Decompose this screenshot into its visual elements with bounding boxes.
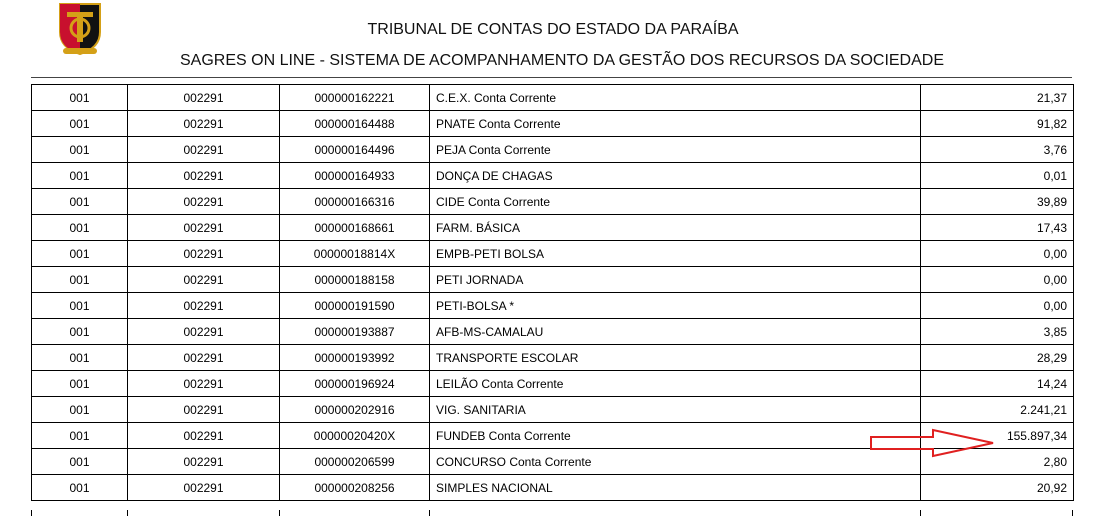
cell-banco: 001 <box>32 371 128 397</box>
table-row <box>32 267 1074 293</box>
cell-descricao: CONCURSO Conta Corrente <box>430 449 921 475</box>
cell-valor: 2.241,21 <box>921 397 1074 423</box>
cell-conta: 000000193992 <box>280 345 430 371</box>
cell-descricao: PETI-BOLSA * <box>430 293 921 319</box>
cell-descricao: DONÇA DE CHAGAS <box>430 163 921 189</box>
cell-agencia: 002291 <box>128 241 280 267</box>
cell-banco: 001 <box>32 293 128 319</box>
cell-conta: 000000164488 <box>280 111 430 137</box>
red-outline-arrow-right-icon <box>869 428 995 458</box>
table-row <box>32 397 1074 423</box>
tce-shield-logo-icon <box>57 2 103 56</box>
cell-descricao: PNATE Conta Corrente <box>430 111 921 137</box>
cell-valor: 91,82 <box>921 111 1074 137</box>
table-row <box>32 111 1074 137</box>
header-divider <box>31 77 1072 78</box>
cell-descricao: SIMPLES NACIONAL <box>430 475 921 501</box>
table-row <box>32 163 1074 189</box>
cell-banco: 001 <box>32 111 128 137</box>
cell-descricao: CIDE Conta Corrente <box>430 189 921 215</box>
cell-valor: 28,29 <box>921 345 1074 371</box>
cell-conta: 000000166316 <box>280 189 430 215</box>
cell-banco: 001 <box>32 397 128 423</box>
cell-conta: 000000188158 <box>280 267 430 293</box>
cell-agencia: 002291 <box>128 319 280 345</box>
cell-descricao: FARM. BÁSICA <box>430 215 921 241</box>
cell-agencia: 002291 <box>128 85 280 111</box>
cell-conta: 000000193887 <box>280 319 430 345</box>
page-title: TRIBUNAL DE CONTAS DO ESTADO DA PARAÍBA <box>367 21 739 38</box>
cell-valor: 0,00 <box>921 293 1074 319</box>
cell-descricao: PETI JORNADA <box>430 267 921 293</box>
cell-valor: 39,89 <box>921 189 1074 215</box>
cell-valor: 155.897,34 <box>921 423 1074 449</box>
table-row <box>32 319 1074 345</box>
cell-conta: 000000206599 <box>280 449 430 475</box>
table-row <box>32 475 1074 501</box>
cell-descricao: EMPB-PETI BOLSA <box>430 241 921 267</box>
cell-agencia: 002291 <box>128 345 280 371</box>
tce-logo <box>57 2 103 56</box>
cell-banco: 001 <box>32 267 128 293</box>
cell-valor: 0,00 <box>921 241 1074 267</box>
cell-agencia: 002291 <box>128 423 280 449</box>
cell-descricao: TRANSPORTE ESCOLAR <box>430 345 921 371</box>
cell-banco: 001 <box>32 137 128 163</box>
cell-banco: 001 <box>32 85 128 111</box>
cell-agencia: 002291 <box>128 371 280 397</box>
cell-conta: 000000202916 <box>280 397 430 423</box>
cell-valor: 3,76 <box>921 137 1074 163</box>
cell-conta: 000000208256 <box>280 475 430 501</box>
cell-descricao: FUNDEB Conta Corrente <box>430 423 921 449</box>
cell-valor: 21,37 <box>921 85 1074 111</box>
cell-agencia: 002291 <box>128 293 280 319</box>
cell-valor: 17,43 <box>921 215 1074 241</box>
cell-descricao: VIG. SANITARIA <box>430 397 921 423</box>
page-subtitle: SAGRES ON LINE - SISTEMA DE ACOMPANHAMENTO DA GESTÃO DOS RECURSOS DA SOCIEDADE <box>180 52 945 69</box>
cell-agencia: 002291 <box>128 475 280 501</box>
cell-conta: 000000164496 <box>280 137 430 163</box>
cell-descricao: C.E.X. Conta Corrente <box>430 85 921 111</box>
cell-valor: 14,24 <box>921 371 1074 397</box>
cell-agencia: 002291 <box>128 189 280 215</box>
table-continuation <box>31 510 1073 516</box>
cell-valor: 2,80 <box>921 449 1074 475</box>
cell-banco: 001 <box>32 189 128 215</box>
cell-conta: 000000191590 <box>280 293 430 319</box>
table-row <box>32 241 1074 267</box>
cell-conta: 00000020420X <box>280 423 430 449</box>
cell-agencia: 002291 <box>128 163 280 189</box>
cell-agencia: 002291 <box>128 215 280 241</box>
cell-agencia: 002291 <box>128 137 280 163</box>
cell-banco: 001 <box>32 449 128 475</box>
cell-descricao: LEILÃO Conta Corrente <box>430 371 921 397</box>
cell-agencia: 002291 <box>128 449 280 475</box>
cell-conta: 000000162221 <box>280 85 430 111</box>
cell-banco: 001 <box>32 163 128 189</box>
table-row <box>32 345 1074 371</box>
cell-agencia: 002291 <box>128 111 280 137</box>
cell-valor: 0,00 <box>921 267 1074 293</box>
cell-conta: 00000018814X <box>280 241 430 267</box>
cell-banco: 001 <box>32 345 128 371</box>
table-row <box>32 137 1074 163</box>
cell-valor: 0,01 <box>921 163 1074 189</box>
cell-agencia: 002291 <box>128 397 280 423</box>
cell-conta: 000000168661 <box>280 215 430 241</box>
cell-conta: 000000196924 <box>280 371 430 397</box>
cell-banco: 001 <box>32 423 128 449</box>
table-row <box>32 215 1074 241</box>
table-row <box>32 371 1074 397</box>
cell-banco: 001 <box>32 241 128 267</box>
cell-descricao: AFB-MS-CAMALAU <box>430 319 921 345</box>
table-row <box>32 189 1074 215</box>
cell-valor: 20,92 <box>921 475 1074 501</box>
table-row <box>32 85 1074 111</box>
table-row <box>32 293 1074 319</box>
cell-conta: 000000164933 <box>280 163 430 189</box>
cell-banco: 001 <box>32 475 128 501</box>
cell-agencia: 002291 <box>128 267 280 293</box>
cell-banco: 001 <box>32 319 128 345</box>
cell-banco: 001 <box>32 215 128 241</box>
cell-valor: 3,85 <box>921 319 1074 345</box>
cell-descricao: PEJA Conta Corrente <box>430 137 921 163</box>
